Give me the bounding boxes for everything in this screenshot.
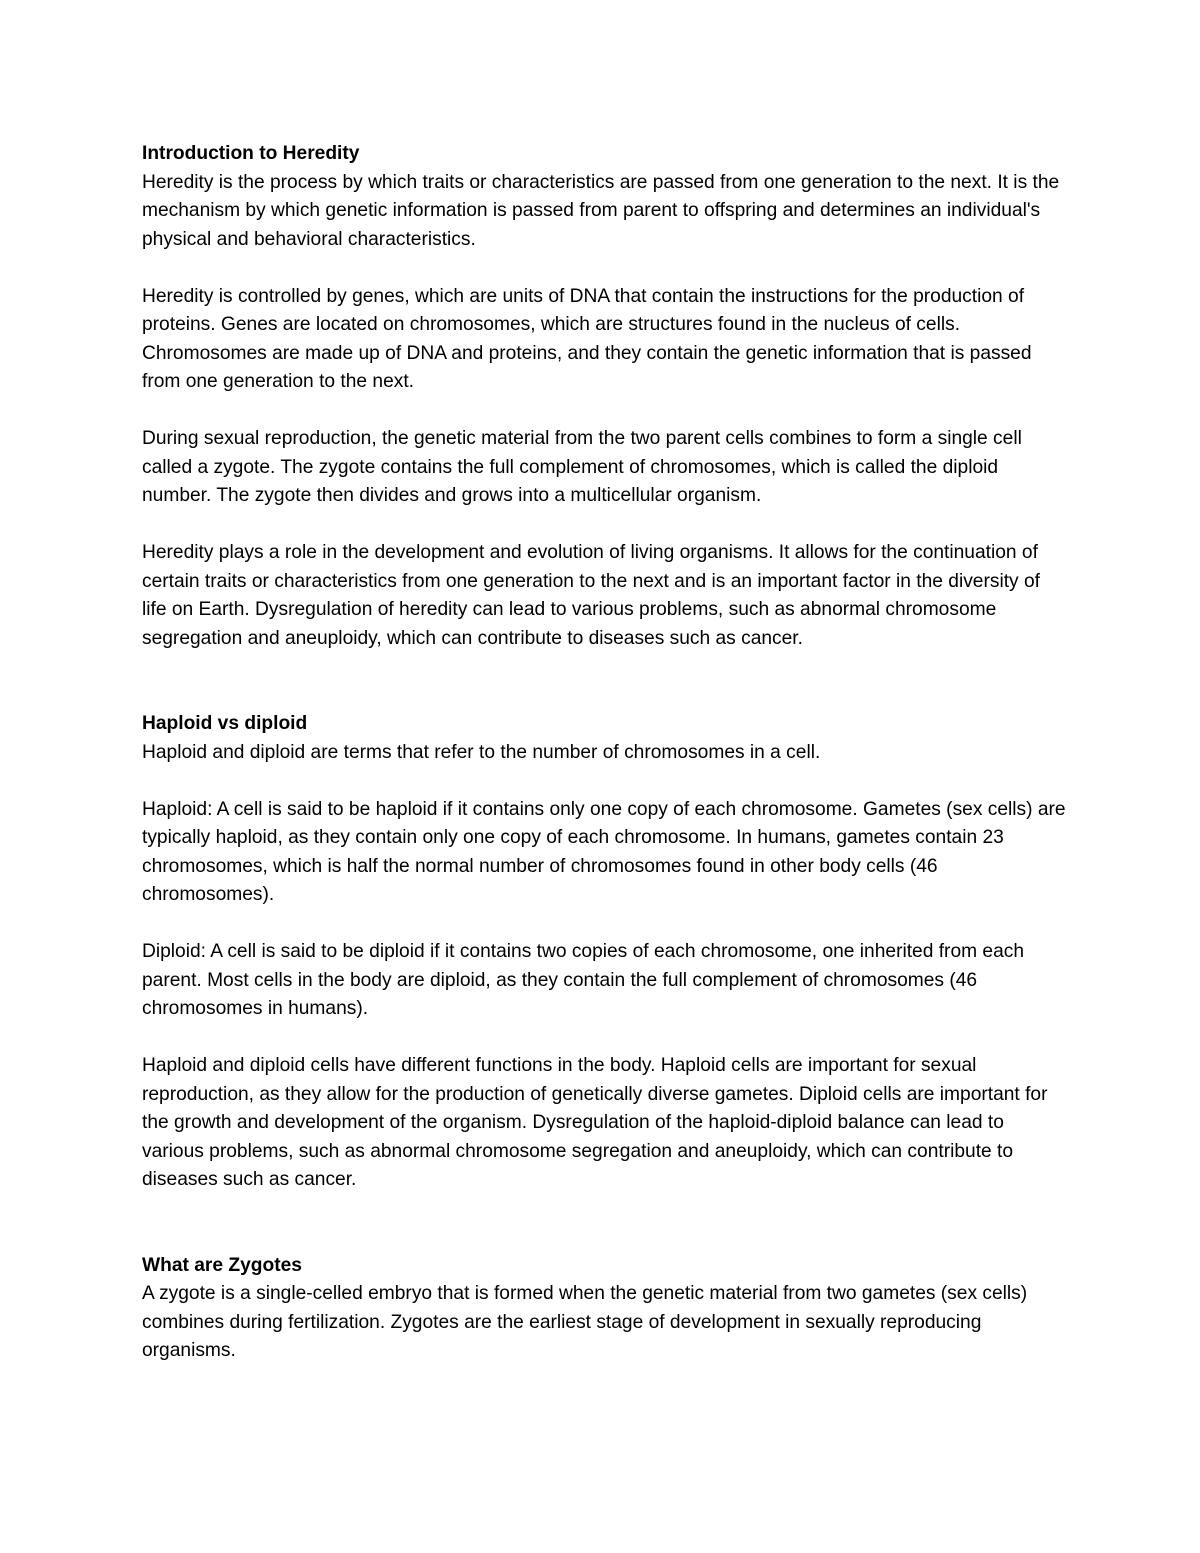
paragraph: Haploid and diploid cells have different functions in the body. Haploid cells are important for sexual reproduction, as they allow for the production of genetically diverse gametes. Diploid cells are important for the growth and development of the organism. Dysregulation of the haploid-diploid balance can lead to various problems, such as abnormal chromosome segregation and aneuploidy, which can contribute to diseases such as cancer. xyxy=(142,1055,1048,1190)
paragraph-spacer xyxy=(142,910,1067,939)
paragraph-spacer xyxy=(142,254,1067,283)
paragraph-spacer xyxy=(142,397,1067,426)
paragraph: A zygote is a single-celled embryo that is formed when the genetic material from two gametes (sex cells) combines during fertilization. Zygotes are the earliest stage of development in sexually reproducing organisms. xyxy=(142,1283,1028,1361)
paragraph: Heredity plays a role in the development and evolution of living organisms. It allows for the continuation of certain traits or characteristics from one generation to the next and is an important factor in the diversity of life on Earth. Dysregulation of heredity can lead to various problems, such as abnormal chromosome segregation and aneuploidy, which can contribute to diseases such as cancer. xyxy=(142,542,1040,649)
paragraph: Haploid: A cell is said to be haploid if it contains only one copy of each chromosome. Gametes (sex cells) are typically haploid, as they contain only one copy of each chromosome. In humans, gametes contain 23 chromosomes, which is half the normal number of chromosomes found in other body cells (46 chromosomes). xyxy=(142,798,1066,905)
section-heading: Introduction to Heredity xyxy=(142,143,360,164)
section-heading: Haploid vs diploid xyxy=(142,713,308,734)
paragraph-spacer xyxy=(142,1024,1067,1053)
section-introduction-to-heredity xyxy=(142,140,1067,653)
paragraph-spacer xyxy=(142,511,1067,540)
section-spacer xyxy=(142,653,1067,710)
paragraph-spacer xyxy=(142,767,1067,796)
paragraph: During sexual reproduction, the genetic material from the two parent cells combines to form a single cell called a zygote. The zygote contains the full complement of chromosomes, which is called the diploid number. The zygote then divides and grows into a multicellular organism. xyxy=(142,428,1022,506)
paragraph: Heredity is the process by which traits or characteristics are passed from one generation to the next. It is the mechanism by which genetic information is passed from parent to offspring and determines an individual's physical and behavioral characteristics. xyxy=(142,171,1060,250)
paragraph: Haploid and diploid are terms that refer to the number of chromosomes in a cell. xyxy=(142,741,821,763)
document-body xyxy=(142,140,1067,1366)
section-spacer xyxy=(142,1195,1067,1252)
section-haploid-vs-diploid xyxy=(142,710,1067,1195)
paragraph: Heredity is controlled by genes, which are units of DNA that contain the instructions for the production of proteins. Genes are located on chromosomes, which are structures found in the nucleus of cells. Chromosomes are made up of DNA and proteins, and they contain the genetic information that is passed from one generation to the next. xyxy=(142,285,1032,392)
section-heading: What are Zygotes xyxy=(142,1254,302,1276)
section-what-are-zygotes xyxy=(142,1252,1067,1366)
paragraph: Diploid: A cell is said to be diploid if it contains two copies of each chromosome, one inherited from each parent. Most cells in the body are diploid, as they contain the full complement of chromosomes (46 chromosomes in humans). xyxy=(142,941,1025,1019)
